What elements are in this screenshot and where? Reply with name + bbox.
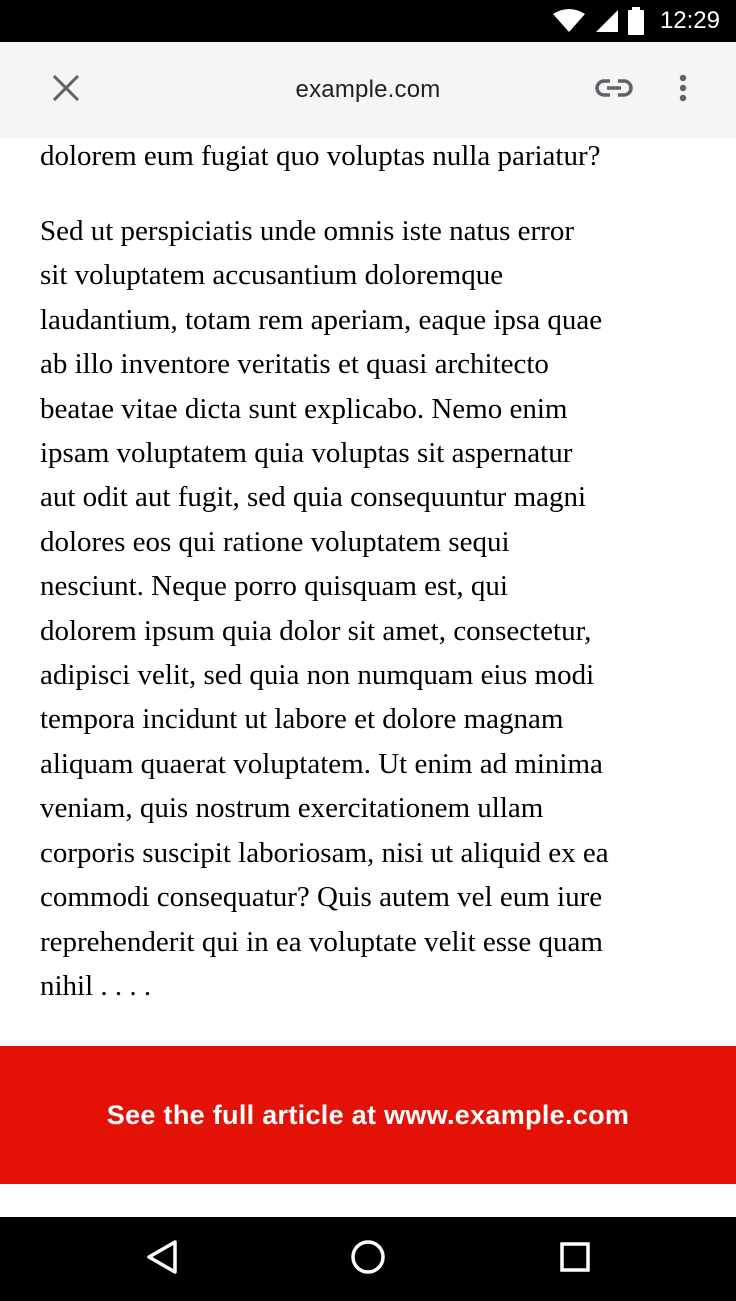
status-icons [552,0,720,42]
battery-icon [628,7,644,35]
back-button[interactable] [134,1231,190,1287]
article-paragraph: dolorem eum fugiat quo voluptas nulla pariatur? [40,140,601,172]
article-body [0,138,736,1046]
home-button[interactable] [340,1231,396,1287]
recents-icon [559,1241,591,1278]
cell-signal-icon [594,9,620,33]
more-options-button[interactable] [659,66,707,114]
status-bar [0,0,736,42]
home-icon [350,1239,386,1280]
recents-button[interactable] [547,1231,603,1287]
toolbar [0,42,736,138]
article-paragraph: Sed ut perspiciatis unde omnis iste natus error sit voluptatem accusantium doloremque laudantium, totam rem aperiam, eaque ipsa quae ab illo inventore veritatis et quasi architecto beatae vitae dicta sunt explicabo. Nemo enim ipsam voluptatem quia voluptas sit aspernatur aut odit aut fugit, sed quia consequuntur magni dolores eos qui ratione voluptatem sequi nesciunt. Neque porro quisquam est, qui dolorem ipsum quia dolor sit amet, consectetur, adipisci velit, sed quia non numquam eius modi tempora incidunt ut labore et dolore magnam aliquam quaerat voluptatem. Ut enim ad minima veniam, quis nostrum exercitationem ullam corporis suscipit laboriosam, nisi ut aliquid ex ea commodi consequatur? Quis autem vel eum iure reprehenderit qui in ea voluptate velit esse quam nihil . . . . [40,215,609,1002]
page-title: example.com [295,76,441,103]
wifi-icon [552,9,586,33]
full-article-link[interactable]: See the full article at www.example.com [106,1099,630,1130]
more-vert-icon [679,74,687,107]
back-icon [145,1239,179,1280]
full-article-banner[interactable] [0,1046,736,1184]
copy-link-button[interactable] [590,66,638,114]
navigation-bar [0,1217,736,1301]
link-icon [595,78,633,103]
status-time: 12:29 [659,7,720,34]
